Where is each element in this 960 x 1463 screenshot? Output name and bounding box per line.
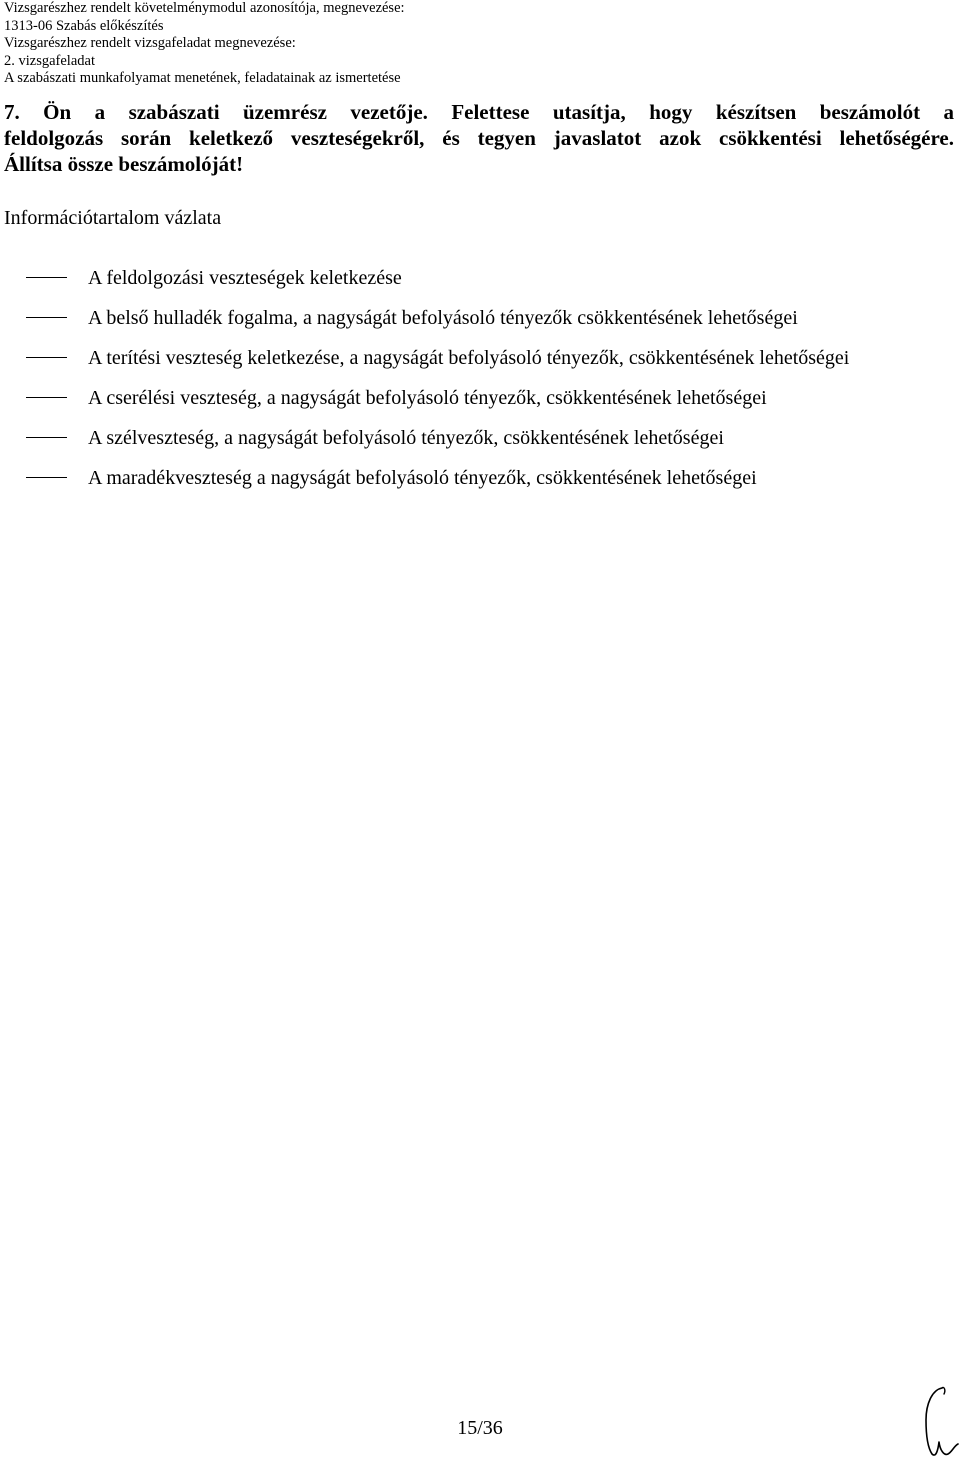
document-header — [4, 0, 954, 88]
outline-item — [0, 258, 960, 298]
task-line-3: Állítsa össze beszámolóját! — [4, 152, 244, 176]
outline-item — [0, 458, 960, 498]
task-line-2: feldolgozás során keletkező veszteségekről, és tegyen javaslatot azok csökkentési lehetőségére. — [4, 126, 954, 150]
outline-item-text: A cserélési veszteség, a nagyságát befolyásoló tényezők, csökkentésének lehetőségei — [88, 387, 767, 409]
outline-item-text: A feldolgozási veszteségek keletkezése — [88, 267, 402, 289]
outline-item-text: A maradékveszteség a nagyságát befolyásoló tényezők, csökkentésének lehetőségei — [88, 467, 757, 489]
header-module-label: Vizsgarészhez rendelt követelménymodul azonosítója, megnevezése: — [4, 0, 405, 16]
task-line-1: 7. Ön a szabászati üzemrész vezetője. Felettese utasítja, hogy készítsen beszámolót a — [4, 100, 954, 124]
header-exam-task-name: A szabászati munkafolyamat menetének, feladatainak az ismertetése — [4, 70, 401, 86]
task-statement — [4, 99, 954, 177]
outline-item — [0, 418, 960, 458]
outline-item-text: A szélveszteség, a nagyságát befolyásoló tényezők, csökkentésének lehetőségei — [88, 427, 724, 449]
header-exam-task-label: Vizsgarészhez rendelt vizsgafeladat megnevezése: — [4, 35, 296, 51]
dash-bullet-icon — [26, 397, 67, 398]
outline-item — [0, 378, 960, 418]
outline-item-text: A belső hulladék fogalma, a nagyságát befolyásoló tényezők csökkentésének lehetőségei — [88, 307, 798, 329]
header-exam-task-number: 2. vizsgafeladat — [4, 52, 95, 69]
dash-bullet-icon — [26, 477, 67, 478]
dash-bullet-icon — [26, 357, 67, 358]
header-module-name: 1313-06 Szabás előkészítés — [4, 17, 164, 34]
dash-bullet-icon — [26, 277, 67, 278]
outline-title: Információtartalom vázlata — [4, 207, 222, 229]
dash-bullet-icon — [26, 437, 67, 438]
outline-item — [0, 338, 960, 378]
outline-list — [0, 258, 960, 498]
handwritten-signature-icon — [918, 1384, 960, 1460]
dash-bullet-icon — [26, 317, 67, 318]
outline-item-text: A terítési veszteség keletkezése, a nagyságát befolyásoló tényezők, csökkentésének lehetőségei — [88, 347, 850, 369]
page-number: 15/36 — [457, 1417, 503, 1439]
outline-item — [0, 298, 960, 338]
